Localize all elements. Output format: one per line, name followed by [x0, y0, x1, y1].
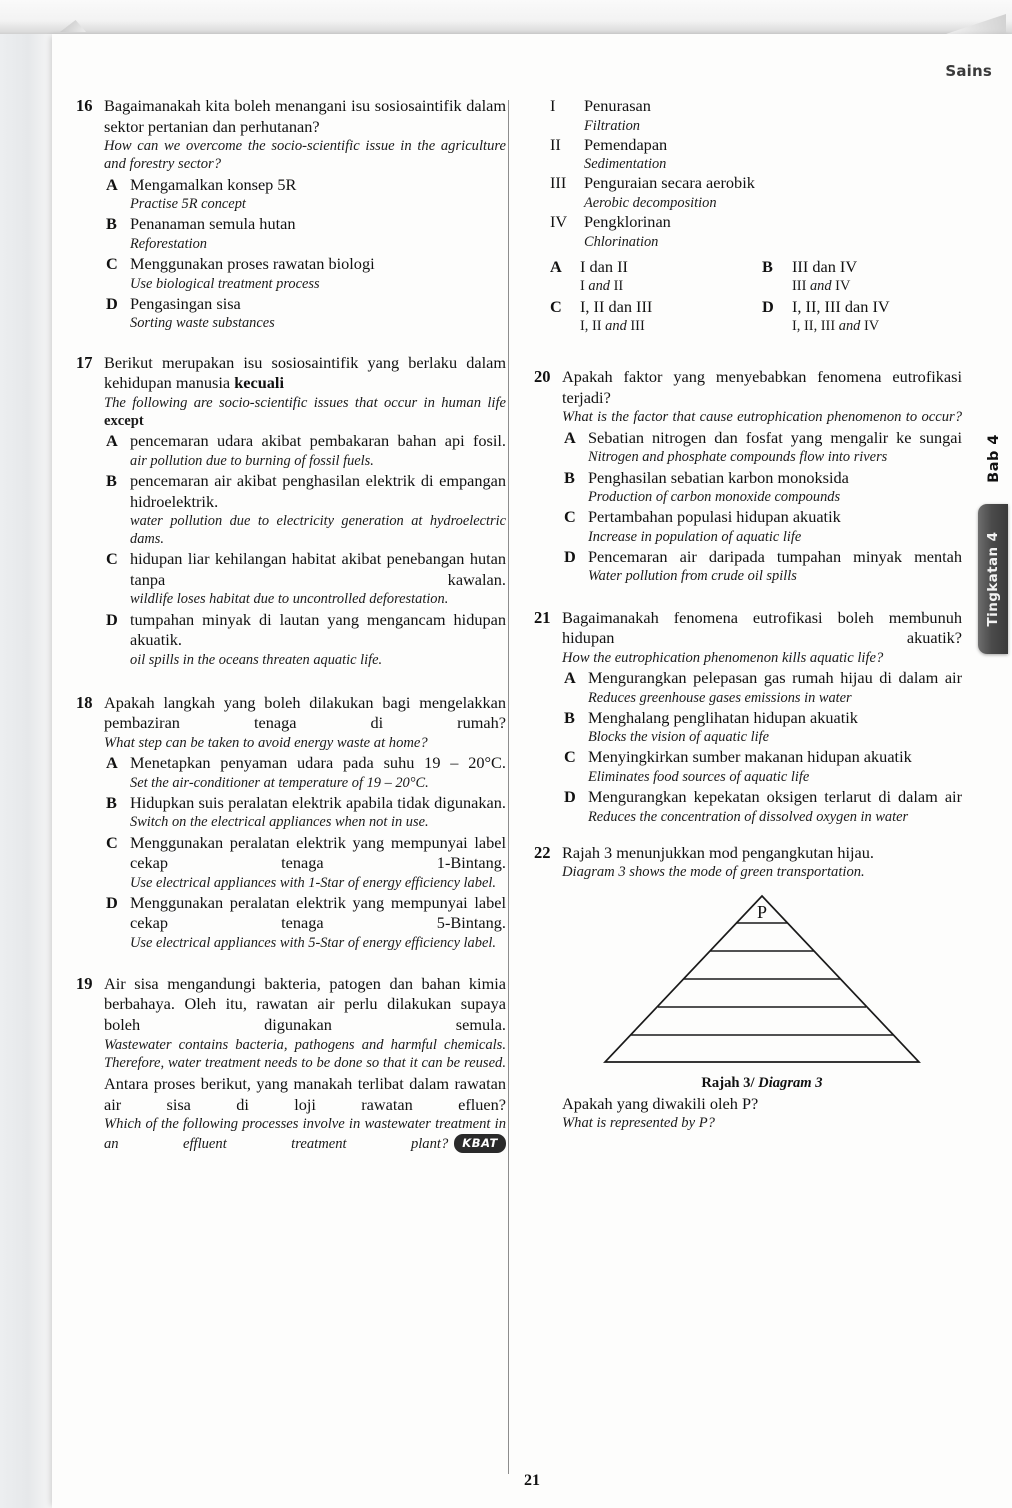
option-text-en: Use biological treatment process	[130, 275, 320, 292]
running-head: Sains	[945, 62, 992, 80]
question-number: 20	[534, 367, 551, 387]
option-letter: A	[106, 431, 118, 451]
option-d[interactable]	[104, 610, 506, 669]
en-and: and	[588, 278, 610, 295]
question-stem-my: Bagaimanakah kita boleh menangani isu sosiosaintifik dalam sektor pertanian dan perhutanan?	[104, 96, 506, 136]
option-text-my: Menghalang penglihatan hidupan akuatik	[588, 707, 858, 727]
en-part-a: III	[792, 278, 810, 295]
question-stem-en	[104, 394, 506, 431]
right-column	[534, 96, 962, 1149]
textbook-page	[52, 34, 1012, 1508]
question-22	[534, 843, 962, 1133]
question-19-answer-grid	[534, 257, 962, 338]
option-letter: D	[106, 609, 118, 629]
option-c[interactable]	[104, 549, 506, 608]
stem-my-text: Berikut merupakan isu sosiosaintifik yang berlaku dalam kehidupan manusia	[104, 352, 506, 393]
en-and: and	[838, 318, 861, 335]
kbat-badge: KBAT	[454, 1134, 506, 1153]
question-18	[76, 693, 506, 952]
question-19-roman-options	[534, 96, 962, 251]
option-letter: C	[550, 297, 562, 317]
question-stem-en: How the eutrophication phenomenon kills aquatic life?	[562, 649, 884, 666]
side-form-tab-label: Tingkatan 4	[985, 531, 1001, 627]
roman-option-ii	[550, 135, 962, 174]
answer-option-c[interactable]	[550, 297, 750, 335]
question-stem-en: What step can be taken to avoid energy waste at home?	[104, 734, 428, 751]
option-letter: B	[106, 470, 117, 490]
question-stem-my: Air sisa mengandungi bakteria, patogen dan bahan kimia berbahaya. Oleh itu, rawatan air perlu dilakukan supaya boleh digunakan semula.	[104, 973, 506, 1034]
roman-text-en: Chlorination	[584, 233, 659, 250]
en-part-a: I, II, III	[792, 318, 839, 335]
options-list	[104, 431, 506, 668]
option-a[interactable]	[104, 175, 506, 214]
roman-text-my: Pengklorinan	[584, 212, 671, 232]
option-text-en: Practise 5R concept	[130, 196, 246, 213]
question-number: 19	[76, 973, 93, 993]
option-b[interactable]	[562, 468, 962, 507]
option-text-my: Menggunakan peralatan elektrik yang mempunyai label cekap tenaga 5-Bintang.	[130, 892, 506, 933]
option-text-en: Eliminates food sources of aquatic life	[588, 768, 810, 785]
option-a[interactable]	[562, 668, 962, 707]
en-part-a: I	[580, 278, 589, 295]
roman-option-iv	[550, 212, 962, 251]
answer-option-b[interactable]	[762, 257, 962, 295]
option-text-my: Mengamalkan konsep 5R	[130, 174, 297, 194]
roman-text-en: Sedimentation	[584, 156, 667, 173]
option-text-en: Use electrical appliances with 1-Star of energy efficiency label.	[130, 874, 496, 891]
question-stem-en: Wastewater contains bacteria, pathogens and harmful chemicals. Therefore, water treatment needs to be done so that it can be reused.	[104, 1036, 506, 1071]
option-text-my: pencemaran udara akibat pembakaran bahan api fosil.	[130, 431, 506, 451]
figure-caption-en: Diagram 3	[754, 1074, 823, 1091]
option-b[interactable]	[562, 708, 962, 747]
diagram-3-figure	[562, 890, 962, 1092]
option-text-my: hidupan liar kehilangan habitat akibat penebangan hutan tanpa kawalan.	[130, 549, 506, 589]
roman-numeral: IV	[550, 212, 568, 232]
en-part-a: I, II	[580, 318, 606, 335]
question-19	[76, 974, 506, 1153]
question-stem-en: How can we overcome the socio-scientific issue in the agriculture and forestry sector?	[104, 138, 506, 173]
stem-en-keyword: except	[104, 412, 144, 429]
option-text-my: III dan IV	[792, 256, 858, 276]
option-letter: D	[106, 892, 118, 912]
question-stem-en: Diagram 3 shows the mode of green transportation.	[562, 864, 865, 881]
option-text-en: Reduces greenhouse gases emissions in water	[588, 689, 852, 706]
question-stem2-my: Antara proses berikut, yang manakah terlibat dalam rawatan air sisa di loji rawatan efluen?	[104, 1074, 506, 1114]
question-17	[76, 353, 506, 669]
option-d[interactable]	[562, 547, 962, 586]
question-stem-my: Bagaimanakah fenomena eutrofikasi boleh membunuh hidupan akuatik?	[562, 607, 962, 648]
option-letter: A	[564, 427, 576, 447]
option-letter: C	[106, 254, 118, 274]
option-text-my: Menggunakan peralatan elektrik yang mempunyai label cekap tenaga 1-Bintang.	[130, 832, 506, 873]
pyramid-diagram	[597, 890, 927, 1068]
side-form-tab	[978, 504, 1008, 654]
option-text-my: Menggunakan proses rawatan biologi	[130, 254, 375, 274]
options-list	[562, 428, 962, 586]
option-text-my: Mengurangkan kepekatan oksigen terlarut di dalam air	[588, 786, 962, 806]
roman-text-my: Penurasan	[584, 96, 651, 115]
scan-left-gutter	[0, 34, 52, 1508]
page-number: 21	[524, 1472, 540, 1489]
option-c[interactable]	[562, 747, 962, 786]
option-text-my: Pencemaran air daripada tumpahan minyak mentah	[588, 546, 962, 566]
option-letter: C	[106, 832, 118, 852]
option-text-my: I, II dan III	[580, 297, 653, 317]
option-text-my: Menyingkirkan sumber makanan hidupan akuatik	[588, 747, 912, 767]
option-text-en	[792, 277, 962, 295]
option-text-my: Penghasilan sebatian karbon monoksida	[588, 467, 849, 487]
option-text-en: wildlife loses habitat due to uncontrolled deforestation.	[130, 591, 449, 608]
scan-top-edge	[0, 0, 1012, 34]
option-text-en: Set the air-conditioner at temperature of 19 – 20°C.	[130, 774, 429, 791]
option-text-my: I dan II	[580, 256, 628, 276]
option-text-my: Penanaman semula hutan	[130, 214, 296, 234]
option-letter: C	[106, 549, 118, 569]
option-text-en: Switch on the electrical appliances when not in use.	[130, 814, 429, 831]
option-text-en: Sorting waste substances	[130, 315, 275, 332]
option-text-en	[792, 317, 962, 335]
option-letter: A	[106, 174, 118, 194]
option-letter: D	[564, 546, 576, 566]
option-text-my: I, II, III dan IV	[792, 297, 890, 317]
option-text-my: tumpahan minyak di lautan yang mengancam hidupan akuatik.	[130, 609, 506, 650]
option-text-en	[580, 317, 750, 335]
option-letter: A	[550, 256, 562, 276]
question-stem-my: Apakah langkah yang boleh dilakukan bagi mengelakkan pembaziran tenaga di rumah?	[104, 692, 506, 733]
option-b[interactable]	[104, 471, 506, 548]
option-c[interactable]	[104, 254, 506, 293]
option-text-en: Nitrogen and phosphate compounds flow into rivers	[588, 449, 888, 466]
option-letter: C	[564, 507, 576, 527]
option-d[interactable]	[104, 294, 506, 333]
question-number: 16	[76, 96, 93, 115]
question-16	[76, 96, 506, 333]
option-text-en: air pollution due to burning of fossil fuels.	[130, 452, 374, 469]
option-text-en: oil spills in the oceans threaten aquatic life.	[130, 651, 383, 668]
option-text-en: water pollution due to electricity generation at hydroelectric dams.	[130, 513, 506, 548]
option-letter: B	[564, 707, 575, 727]
option-text-en: Water pollution from crude oil spills	[588, 568, 797, 585]
question-number: 21	[534, 607, 551, 627]
option-letter: B	[762, 256, 773, 276]
question-stem-en: What is the factor that cause eutrophication phenomenon to occur?	[562, 409, 962, 426]
figure-caption	[562, 1075, 962, 1092]
option-letter: B	[106, 792, 117, 812]
stem-my-keyword: kecuali	[234, 373, 284, 393]
option-text-en: Production of carbon monoxide compounds	[588, 489, 841, 506]
option-a[interactable]	[104, 431, 506, 470]
stem2-en-text: Which of the following processes involve in wastewater treatment in an effluent treatment plant?	[104, 1116, 506, 1152]
question-number: 18	[76, 692, 93, 712]
roman-numeral: II	[550, 134, 561, 154]
option-letter: C	[564, 747, 576, 767]
roman-text-my: Pemendapan	[584, 134, 668, 154]
roman-numeral: I	[550, 96, 556, 115]
roman-option-iii	[550, 173, 962, 212]
en-part-b: IV	[831, 278, 851, 295]
option-letter: B	[106, 214, 117, 234]
roman-option-i	[550, 96, 962, 135]
option-text-en: Increase in population of aquatic life	[588, 528, 802, 545]
options-list	[104, 175, 506, 333]
options-list	[562, 668, 962, 826]
page-corner-left	[60, 20, 86, 32]
left-column	[76, 96, 506, 1170]
option-text-en: Blocks the vision of aquatic life	[588, 729, 770, 746]
option-a[interactable]	[562, 428, 962, 467]
question-20	[534, 367, 962, 585]
option-letter: A	[564, 667, 576, 687]
side-chapter-label: Bab 4	[986, 434, 1002, 483]
question-stem-my: Rajah 3 menunjukkan mod pengangkutan hijau.	[562, 842, 874, 862]
figure-caption-my: Rajah 3/	[701, 1074, 755, 1091]
option-d[interactable]	[562, 787, 962, 826]
option-text-my: Menetapkan penyaman udara pada suhu 19 – 20°C.	[130, 753, 506, 773]
question-number: 22	[534, 842, 551, 862]
option-b[interactable]	[104, 793, 506, 832]
pyramid-apex-label: P	[756, 901, 768, 922]
option-text-en: Reforestation	[130, 236, 208, 253]
en-part-b: IV	[860, 318, 880, 335]
option-text-en: Use electrical appliances with 5-Star of energy efficiency label.	[130, 934, 496, 951]
stem-en-text: The following are socio-scientific issues that occur in human life	[104, 394, 506, 411]
answer-option-a[interactable]	[550, 257, 750, 295]
question-stem2-en: What is represented by P?	[562, 1115, 715, 1132]
options-list	[104, 753, 506, 952]
question-stem2-my: Apakah yang diwakili oleh P?	[562, 1093, 759, 1113]
option-d[interactable]	[104, 893, 506, 952]
option-letter: D	[762, 297, 774, 317]
option-text-en: Reduces the concentration of dissolved oxygen in water	[588, 808, 909, 825]
option-text-my: Sebatian nitrogen dan fosfat yang mengalir ke sungai	[588, 427, 962, 447]
option-letter: B	[564, 467, 575, 487]
option-text-my: Pertambahan populasi hidupan akuatik	[588, 507, 841, 527]
roman-text-my: Penguraian secara aerobik	[584, 173, 755, 193]
question-21	[534, 608, 962, 826]
roman-text-en: Aerobic decomposition	[584, 194, 717, 211]
option-c[interactable]	[104, 833, 506, 892]
column-divider	[508, 100, 509, 1474]
option-letter: D	[564, 786, 576, 806]
option-text-my: Pengasingan sisa	[130, 293, 241, 313]
question-stem2-en	[104, 1115, 506, 1153]
question-stem-my	[104, 353, 506, 394]
option-text-my: pencemaran air akibat penghasilan elektrik di empangan hidroelektrik.	[130, 470, 506, 511]
option-text-en	[580, 277, 750, 295]
roman-text-en: Filtration	[584, 117, 640, 134]
option-text-my: Hidupkan suis peralatan elektrik apabila tidak digunakan.	[130, 792, 506, 812]
option-text-my: Mengurangkan pelepasan gas rumah hijau di dalam air	[588, 667, 962, 687]
option-a[interactable]	[104, 753, 506, 792]
option-c[interactable]	[562, 507, 962, 546]
en-and: and	[809, 278, 832, 295]
question-stem-my: Apakah faktor yang menyebabkan fenomena eutrofikasi terjadi?	[562, 367, 962, 407]
en-and: and	[605, 318, 627, 335]
page-corner-right	[946, 14, 1006, 34]
question-number: 17	[76, 352, 93, 372]
option-letter: A	[106, 753, 118, 773]
option-letter: D	[106, 293, 118, 313]
answer-option-d[interactable]	[762, 297, 962, 335]
roman-numeral: III	[550, 173, 567, 193]
option-b[interactable]	[104, 214, 506, 253]
en-part-b: III	[626, 318, 645, 335]
en-part-b: II	[609, 278, 624, 295]
